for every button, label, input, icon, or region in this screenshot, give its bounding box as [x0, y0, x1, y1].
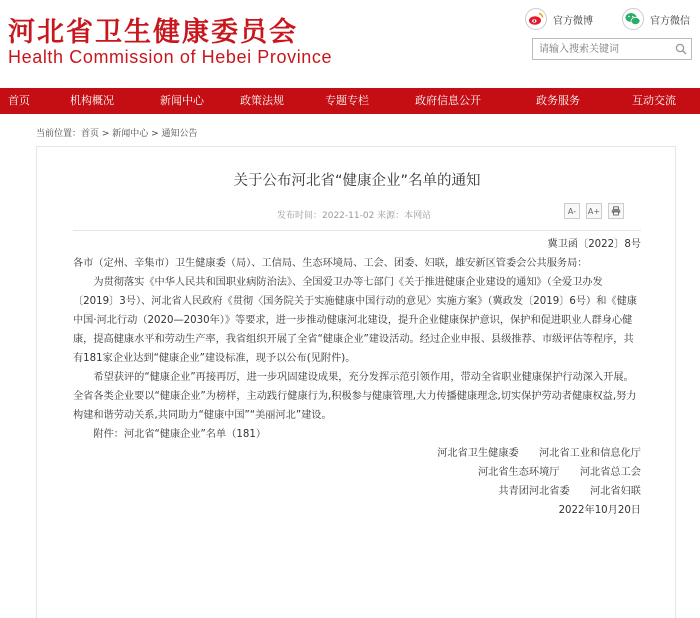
attachment-link[interactable]: 附件：河北省“健康企业”名单（181）	[93, 429, 267, 440]
nav-home[interactable]: 首页	[8, 94, 30, 107]
weixin-link[interactable]	[622, 8, 690, 30]
search-icon	[675, 43, 687, 55]
article-panel	[36, 146, 676, 618]
nav-gov-info[interactable]: 政府信息公开	[415, 94, 481, 107]
recipients: 各市（定州、辛集市）卫生健康委（局）、工信局、生态环境局、工会、团委、妇联，雄安新区管委会公共服务局：	[73, 258, 588, 269]
nav-interaction[interactable]: 互动交流	[632, 94, 676, 107]
weibo-icon	[525, 8, 547, 30]
print-button[interactable]	[608, 203, 624, 219]
paragraph-1: 为贯彻落实《中华人民共和国职业病防治法》、全国爱卫办等七部门《关于推进健康企业建设的通知》（全爱卫办发〔2019〕3号）、河北省人民政府《贯彻〈国务院关于实施健康中国行动的意见〉实施方案》（冀政发〔2019〕6号）和《健康中国·河北行动（2020—2030年）》等要求，进一步推动健康河北建设，提升企业健康保护意识，保护和促进职业人群身心健康，提高健康水平和劳动生产率，我省组织开展了全省“健康企业”建设活动。经过企业申报、县级推荐、市级评估等程序，共有181家企业达到“健康企业”建设标准，现予以公布(见附件)。	[73, 277, 637, 364]
document-date: 2022年10月20日	[558, 505, 641, 516]
nav-organization[interactable]: 机构概况	[70, 94, 114, 107]
paragraph-2: 希望获评的“健康企业”再接再厉，进一步巩固建设成果，充分发挥示范引领作用，带动全省职业健康保护行动深入开展。全省各类企业要以“健康企业”为榜样，主动践行健康行为,积极参与健康管理,大力传播健康理念,切实保护劳动者健康权益,努力构建和谐劳动关系,共同助力“健康中国”“美丽河北”建设。	[73, 372, 637, 421]
article-meta: 发布时间：2022-11-02 来源：本网站	[277, 211, 432, 221]
site-title-cn[interactable]: 河北省卫生健康委员会	[8, 17, 298, 48]
document-number: 冀卫函〔2022〕8号	[547, 239, 641, 250]
nav-policies[interactable]: 政策法规	[240, 94, 284, 107]
signature-line-3: 共青团河北省委 河北省妇联	[498, 486, 641, 497]
title-divider	[73, 230, 641, 231]
breadcrumb[interactable]: 当前位置：首页 > 新闻中心 > 通知公告	[36, 129, 198, 139]
wechat-icon	[622, 8, 644, 30]
font-increase-button[interactable]: A+	[586, 203, 602, 219]
site-title-en: Health Commission of Hebei Province	[8, 47, 333, 67]
signature-line-2: 河北省生态环境厅 河北省总工会	[478, 467, 641, 478]
search-box	[532, 38, 692, 60]
article-tools	[564, 203, 624, 219]
nav-special-topics[interactable]: 专题专栏	[325, 94, 369, 107]
search-button[interactable]	[671, 39, 691, 59]
search-input[interactable]	[533, 39, 671, 59]
nav-news-center[interactable]: 新闻中心	[160, 94, 204, 107]
signature-line-1: 河北省卫生健康委 河北省工业和信息化厅	[437, 448, 641, 459]
main-nav	[0, 88, 700, 114]
font-decrease-button[interactable]: A-	[564, 203, 580, 219]
weixin-label: 官方微信	[650, 15, 690, 27]
site-header	[0, 0, 700, 88]
weibo-label: 官方微博	[553, 15, 593, 27]
article-title: 关于公布河北省“健康企业”名单的通知	[233, 173, 481, 189]
weibo-link[interactable]	[525, 8, 593, 30]
article-body	[73, 235, 641, 520]
print-icon	[611, 206, 621, 216]
nav-gov-services[interactable]: 政务服务	[536, 94, 580, 107]
